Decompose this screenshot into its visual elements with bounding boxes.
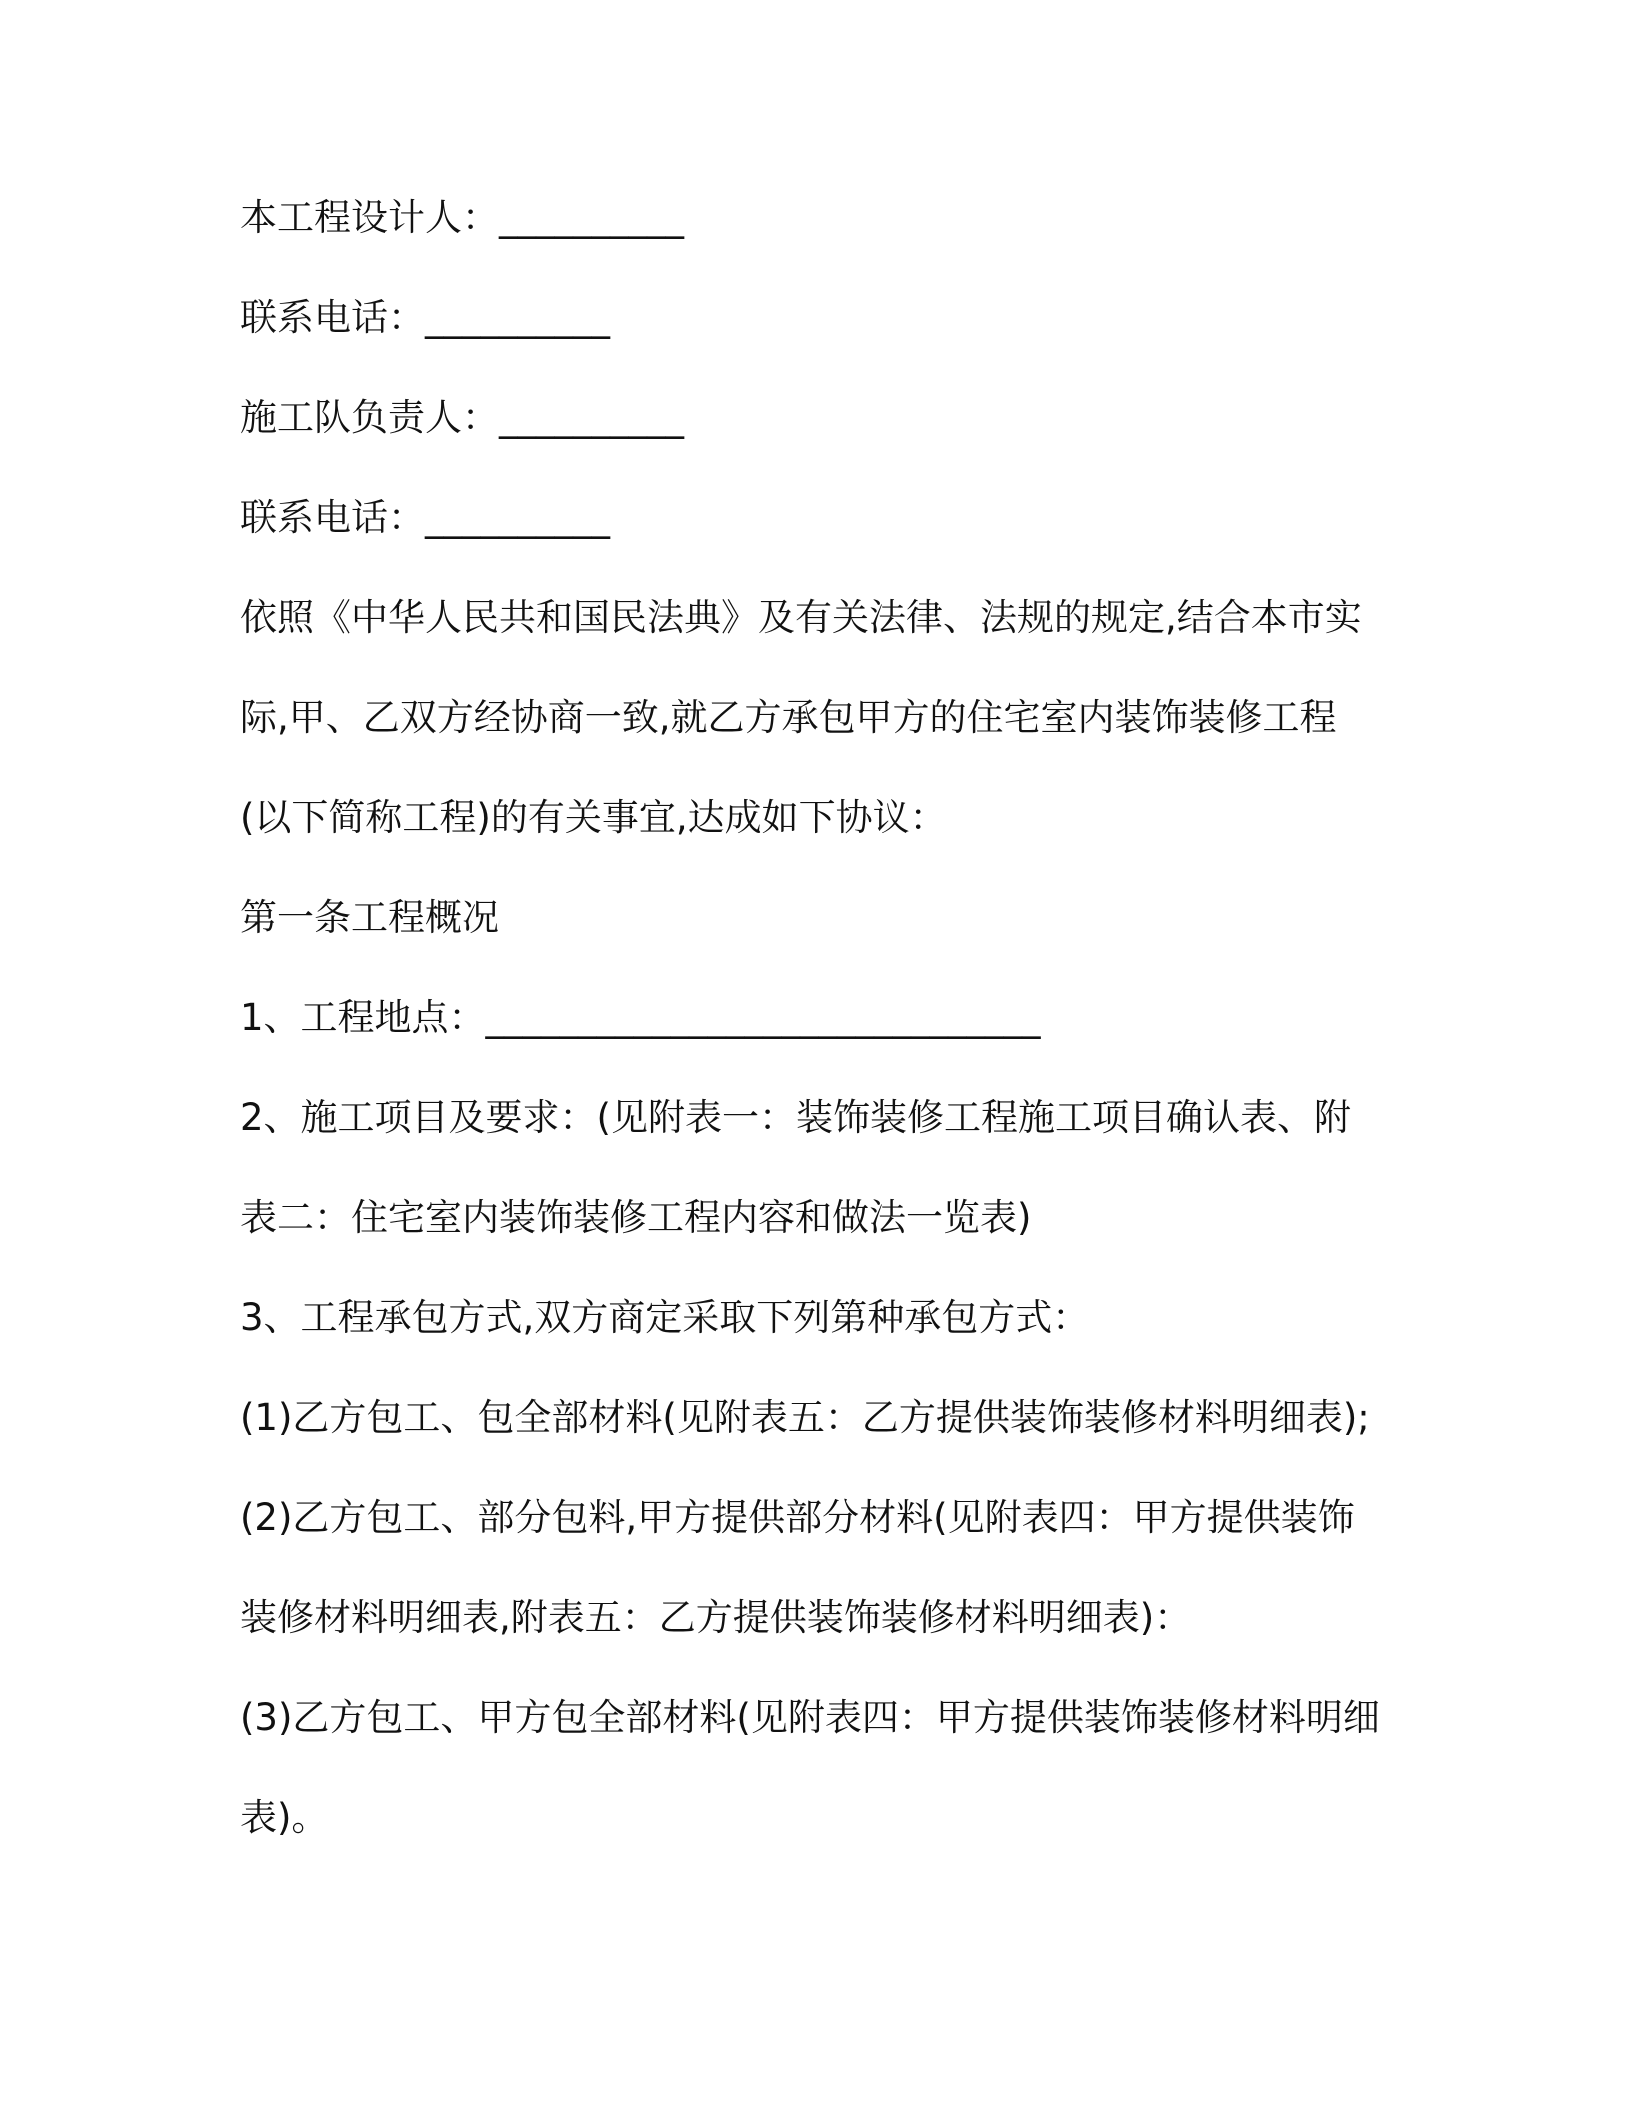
project-location-field: 1、工程地点：______________________________ [240, 996, 1041, 1039]
option-one-line: (1)乙方包工、包全部材料(见附表五：乙方提供装饰装修材料明细表); [240, 1396, 1370, 1439]
construction-items-line-2: 表二：住宅室内装饰装修工程内容和做法一览表) [240, 1196, 1032, 1239]
construction-items-line-1: 2、施工项目及要求：(见附表一：装饰装修工程施工项目确认表、附 [240, 1096, 1351, 1139]
intro-paragraph-line-1: 依照《中华人民共和国民法典》及有关法律、法规的规定,结合本市实 [240, 596, 1362, 639]
contracting-method-line: 3、工程承包方式,双方商定采取下列第种承包方式： [240, 1296, 1090, 1339]
designer-phone-field: 联系电话：__________ [240, 296, 610, 339]
intro-paragraph-line-3: (以下简称工程)的有关事宜,达成如下协议： [240, 796, 947, 839]
option-two-line-2: 装修材料明细表,附表五：乙方提供装饰装修材料明细表)： [240, 1596, 1192, 1639]
designer-field: 本工程设计人：__________ [240, 196, 684, 239]
intro-paragraph-line-2: 际,甲、乙双方经协商一致,就乙方承包甲方的住宅室内装饰装修工程 [240, 696, 1337, 739]
team-leader-phone-field: 联系电话：__________ [240, 496, 610, 539]
option-two-line-1: (2)乙方包工、部分包料,甲方提供部分材料(见附表四：甲方提供装饰 [240, 1496, 1355, 1539]
article-one-heading: 第一条工程概况 [240, 896, 499, 939]
option-three-line-1: (3)乙方包工、甲方包全部材料(见附表四：甲方提供装饰装修材料明细 [240, 1696, 1380, 1739]
team-leader-field: 施工队负责人：__________ [240, 396, 684, 439]
option-three-line-2: 表)。 [240, 1796, 329, 1839]
